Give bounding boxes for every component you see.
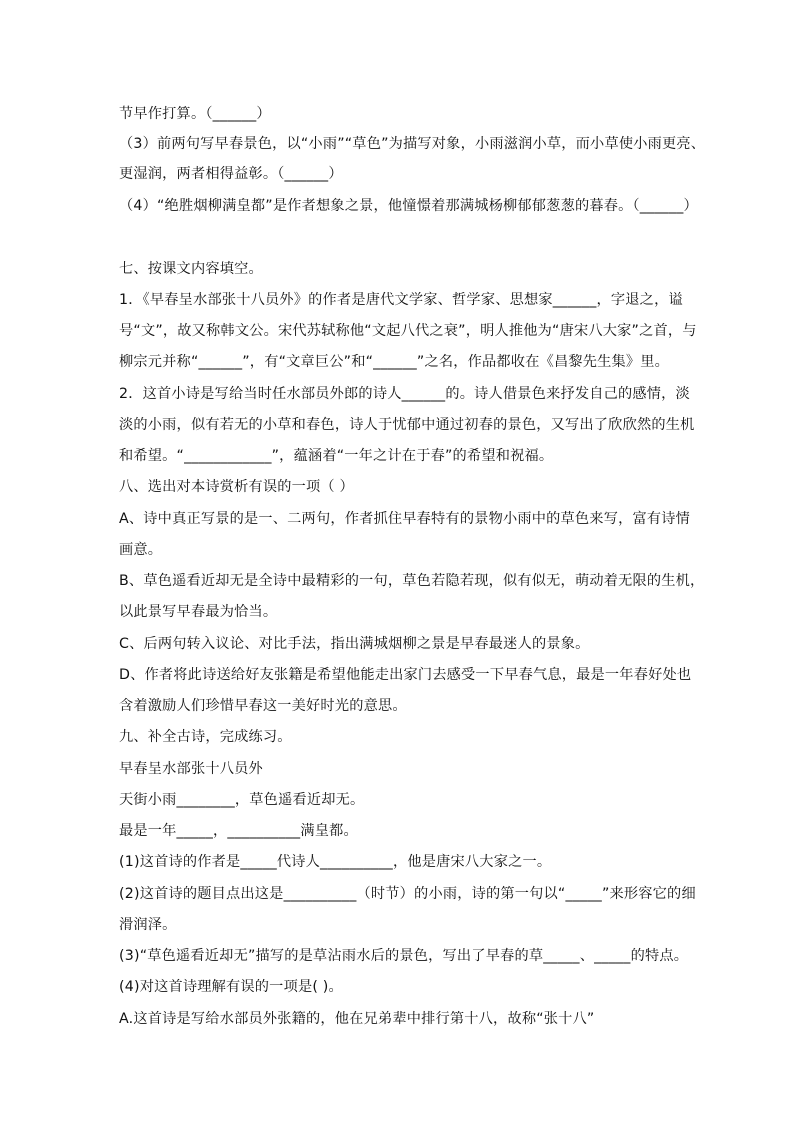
text-line: 号“文”，故又称韩文公。宋代苏轼称他“文起八代之衰”，明人推他为“唐宋八大家”之首，与 <box>119 323 697 339</box>
text-line: 含着激励人们珍惜早春这一美好时光的意思。 <box>119 698 407 714</box>
section-heading: 九、补全古诗，完成练习。 <box>119 729 292 745</box>
text-line: (4)对这首诗理解有误的一项是( )。 <box>119 979 343 995</box>
text-line: A.这首诗是写给水部员外张籍的，他在兄弟辈中排行第十八，故称“张十八” <box>119 1011 595 1027</box>
text-line: 节早作打算。（______） <box>119 106 271 122</box>
text-line: D、作者将此诗送给好友张籍是希望他能走出家门去感受一下早春气息，最是一年春好处也 <box>119 667 692 683</box>
text-line: （3）前两句写早春景色，以“小雨”“草色”为描写对象，小雨滋润小草，而小草使小雨更亮、 <box>119 136 706 152</box>
text-line: A、诗中真正写景的是一、二两句，作者抓住早春特有的景物小雨中的草色来写，富有诗情 <box>119 511 691 527</box>
text-line: (2)这首诗的题目点出这是__________（时节）的小雨，诗的第一句以“_____”来形容它的细 <box>119 886 696 902</box>
text-line: （4）“绝胜烟柳满皇都”是作者想象之景，他憧憬着那满城杨柳郁郁葱葱的暮春。（______） <box>119 198 698 214</box>
text-line: 滑润泽。 <box>119 917 177 933</box>
poem-line: 最是一年_____，__________满皇都。 <box>119 823 358 839</box>
text-line: 2．这首小诗是写给当时任水部员外郎的诗人______的。诗人借景色来抒发自己的感情，淡 <box>119 386 690 402</box>
poem-title: 早春呈水部张十八员外 <box>119 761 263 777</box>
text-line: 和希望。“____________”，蕴涵着“一年之计在于春”的希望和祝福。 <box>119 448 554 464</box>
text-line: B、草色遥看近却无是全诗中最精彩的一句，草色若隐若现，似有似无，萌动着无限的生机， <box>119 573 705 589</box>
text-line: 画意。 <box>119 542 163 558</box>
text-line: 淡的小雨，似有若无的小草和春色，诗人于忧郁中通过初春的景色，又写出了欣欣然的生机 <box>119 417 695 433</box>
section-heading: 八、选出对本诗赏析有误的一项（ ） <box>119 479 354 495</box>
text-line: 柳宗元并称“______”，有“文章巨公”和“______”之名，作品都收在《昌黎先生集》里。 <box>119 354 670 370</box>
text-line: 以此景写早春最为恰当。 <box>119 604 278 620</box>
poem-line: 天街小雨________，草色遥看近却无。 <box>119 792 365 808</box>
text-line: C、后两句转入议论、对比手法，指出满城烟柳之景是早春最迷人的景象。 <box>119 636 590 652</box>
text-line: 1．《早春呈水部张十八员外》的作者是唐代文学家、哲学家、思想家______，字退之，谥 <box>119 292 683 308</box>
text-line: 更湿润，两者相得益彰。（______） <box>119 166 343 182</box>
text-line: (1)这首诗的作者是_____代诗人__________，他是唐宋八大家之一。 <box>119 854 552 870</box>
section-heading: 七、按课文内容填空。 <box>119 261 263 277</box>
text-line: (3)“草色遥看近却无”描写的是草沾雨水后的景色，写出了早春的草_____、_____的特点。 <box>119 948 689 964</box>
